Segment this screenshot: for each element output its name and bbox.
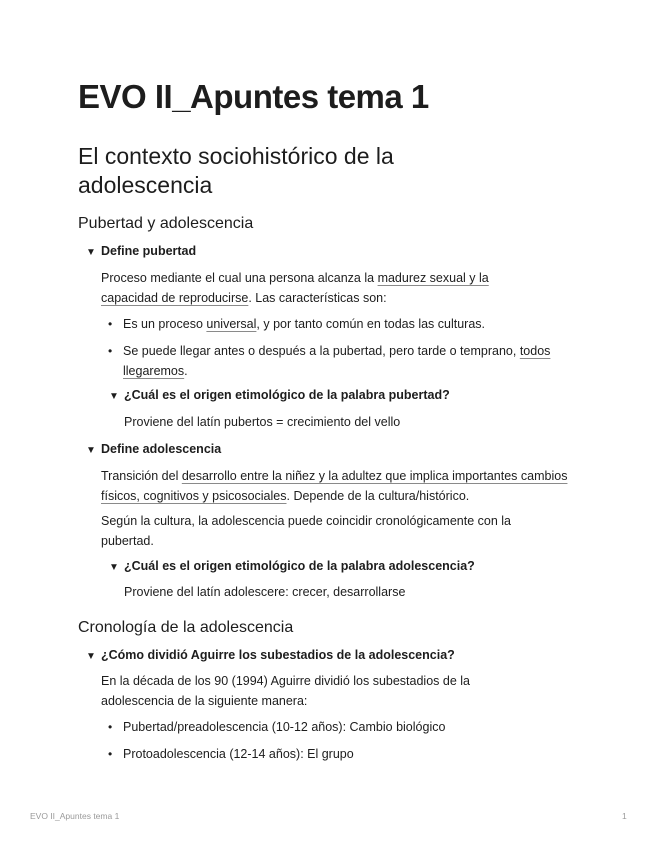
list-item: • Protoadolescencia (12-14 años): El grupo xyxy=(123,744,563,764)
toggle-arrow-icon: ▼ xyxy=(86,445,96,456)
adolescencia-cultura: Según la cultura, la adolescencia puede coincidir cronológicamente con la pubertad. xyxy=(101,514,511,548)
toggle-origen-adolescencia[interactable] xyxy=(109,559,475,573)
list-item: • Es un proceso universal, y por tanto común en todas las culturas. xyxy=(123,314,563,334)
toggle-subestadios[interactable] xyxy=(86,648,455,662)
list-item: • Se puede llegar antes o después a la pubertad, pero tarde o temprano, todos llegaremos. xyxy=(123,341,563,381)
toggle-arrow-icon: ▼ xyxy=(86,651,96,662)
footer-title: EVO II_Apuntes tema 1 xyxy=(30,811,120,821)
page-number: 1 xyxy=(622,811,627,821)
toggle-define-pubertad[interactable] xyxy=(86,244,196,258)
list-item: • Pubertad/preadolescencia (10-12 años): Cambio biológico xyxy=(123,717,563,737)
adolescencia-definition: Transición del desarrollo entre la niñez y la adultez que implica importantes cambios físicos, cognitivos y psicosociales. Depende de la cultura/histórico. xyxy=(101,469,568,503)
main-heading: El contexto sociohistórico de la adolescencia xyxy=(78,143,394,198)
origen-adolescencia-answer: Proviene del latín adolescere: crecer, desarrollarse xyxy=(124,585,406,599)
bullet-icon: • xyxy=(108,720,113,734)
toggle-label: ¿Cuál es el origen etimológico de la palabra pubertad? xyxy=(124,388,450,402)
subestadios-text: En la década de los 90 (1994) Aguirre dividió los subestadios de la adolescencia de la siguiente manera: xyxy=(101,674,470,708)
toggle-define-adolescencia[interactable] xyxy=(86,442,221,456)
origen-pubertad-answer: Proviene del latín pubertos = crecimiento del vello xyxy=(124,415,401,429)
toggle-arrow-icon: ▼ xyxy=(109,391,119,402)
toggle-label: Define pubertad xyxy=(101,244,197,258)
underlined-term: todos llegaremos xyxy=(123,344,551,378)
toggle-label: ¿Cómo dividió Aguirre los subestadios de la adolescencia? xyxy=(101,648,455,662)
page-title: EVO II_Apuntes tema 1 xyxy=(78,78,429,115)
pubertad-definition: Proceso mediante el cual una persona alcanza la madurez sexual y la capacidad de reproducirse. Las características son: xyxy=(101,271,489,305)
section-heading-cronologia: Cronología de la adolescencia xyxy=(78,619,294,636)
toggle-arrow-icon: ▼ xyxy=(109,562,119,573)
toggle-origen-pubertad[interactable] xyxy=(109,388,450,402)
bullet-icon: • xyxy=(108,317,113,331)
bullet-icon: • xyxy=(108,747,113,761)
underlined-term: desarrollo entre la niñez y la adultez que implica importantes cambios físicos, cognitivos y psicosociales xyxy=(101,469,568,503)
toggle-arrow-icon: ▼ xyxy=(86,247,96,258)
underlined-term: universal xyxy=(206,317,257,331)
section-heading-pubertad: Pubertad y adolescencia xyxy=(78,215,254,232)
toggle-label: Define adolescencia xyxy=(101,442,222,456)
bullet-icon: • xyxy=(108,344,113,358)
underlined-term: madurez sexual y la capacidad de reproducirse xyxy=(101,271,489,305)
toggle-label: ¿Cuál es el origen etimológico de la palabra adolescencia? xyxy=(124,559,475,573)
